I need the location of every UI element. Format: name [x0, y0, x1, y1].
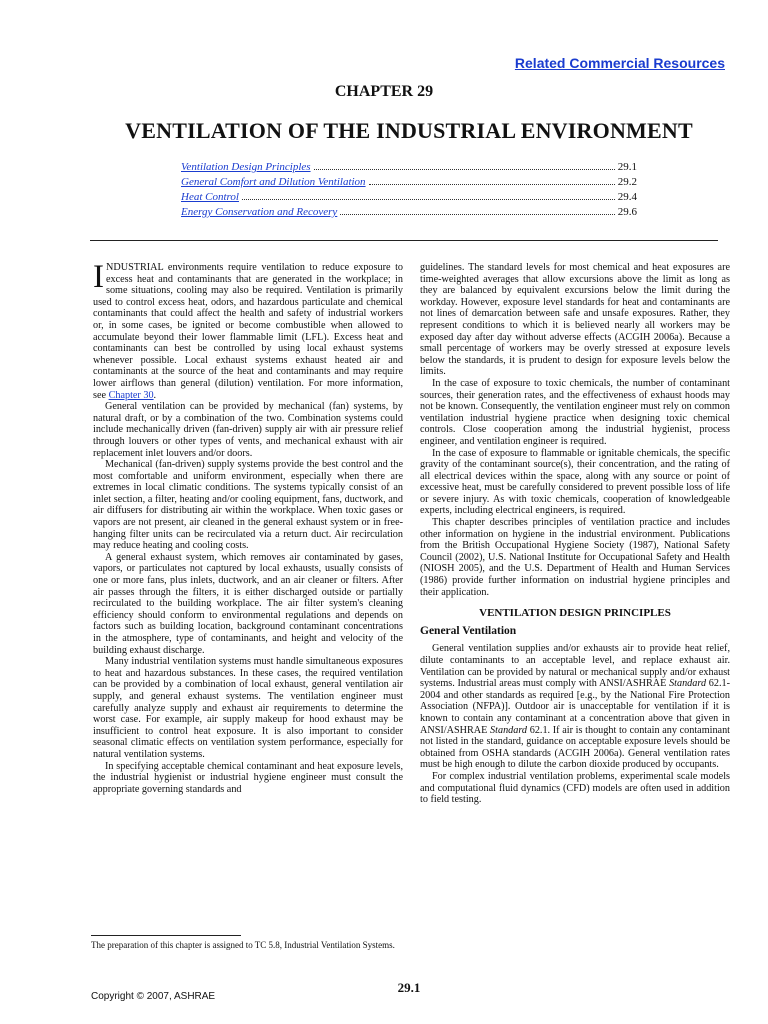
- toc-link-design-principles[interactable]: Ventilation Design Principles: [181, 161, 311, 173]
- toc-leader: [369, 184, 615, 185]
- copyright-notice: Copyright © 2007, ASHRAE: [91, 991, 216, 1002]
- toc-leader: [242, 199, 615, 200]
- paragraph-text: General ventilation supplies and/or exhausts air to provide heat relief, dilute contaminants to an acceptable level, and replace exhaust air. Ventilation can be provided by natural or mechanical supply and/or exhaust systems. Industrial areas must comply with ANSI/ASHRAE: [420, 643, 730, 690]
- paragraph-text: 62.1. If air is thought to contain any contaminant not listed in the standard, guidance on acceptable exposure levels should be obtained from OSHA standards (ACGIH 2006a). General ventilation rates must be high enough to dilute the carbon dioxide produced by occupants.: [420, 724, 730, 771]
- toc-entry: [181, 206, 637, 221]
- toc-entry: [181, 176, 637, 191]
- table-of-contents: [181, 161, 637, 221]
- section-heading: VENTILATION DESIGN PRINCIPLES: [479, 607, 671, 620]
- standard-word: Standard: [490, 724, 528, 736]
- paragraph: INDUSTRIAL environments require ventilation to reduce exposure to excess heat and contaminants that are generated in the workplace; in some situations, cooling may also be required. Ventilation is primarily used to control excess heat, odors, and hazardous particulate and chemical contaminants that could affect the health and safety of industrial workers or, in some cases, be ignited or become combustible when allowed to accumulate beyond their lower flammable limit (LFL). Excess heat and contaminants can best be controlled by using local exhaust systems whenever possible. Local exhaust systems exhaust heated air and contaminants at the source of the heat and contaminants and may require lower airflows than general (dilution) ventilation. For more information, see Chapter 30.: [93, 259, 403, 401]
- left-column: [93, 259, 403, 795]
- header-divider: [90, 240, 718, 241]
- paragraph: guidelines. The standard levels for most chemical and heat exposures are time-weighted averages that allow excursions above the limit as long as they are balanced by equivalent excursions below the limit during the workday. However, exposure level standards for heat and contaminants are not lines of demarcation between safe and unsafe exposures. Rather, they represent conditions to which it is believed nearly all workers may be exposed day after day without adverse effects (ACGIH 2006a). Because a small percentage of workers may be overly stressed at exposure levels below the standards, it is prudent to design for exposure levels below the limits.: [420, 262, 730, 378]
- paragraph: In the case of exposure to flammable or ignitable chemicals, the specific gravity of the contaminant source(s), their concentration, and the rating of all electrical devices within the space, along with any source or point of excessive heat, must be carefully considered to prevent possible loss of life or severe injury. As with toxic chemicals, cooperation of knowledgeable experts, including electrical engineers, is required.: [420, 447, 730, 517]
- right-column: [420, 262, 730, 806]
- paragraph: Many industrial ventilation systems must handle simultaneous exposures to heat and hazardous substances. In these cases, the required ventilation can be provided by a combination of local exhaust, general ventilation air supply, and general exhaust systems. The ventilation engineer must carefully analyze supply and exhaust air requirements to determine the worst case. For example, air supply makeup for hood exhaust may be insufficient to control heat exposure. It is also important to consider seasonal climatic effects on ventilation system performance, especially for natural ventilation systems.: [93, 656, 403, 760]
- paragraph: This chapter describes principles of ventilation practice and includes other information on hygiene in the industrial environment. Publications from the British Occupational Hygiene Society (1987), National Safety Council (2002), U.S. National Institute for Occupational Safety and Health (NIOSH 2005), and the U.S. Department of Health and Human Services (1986) provide further information on industrial hygiene principles and their application.: [420, 517, 730, 598]
- toc-link-comfort-dilution[interactable]: General Comfort and Dilution Ventilation: [181, 176, 366, 188]
- paragraph: A general exhaust system, which removes air contaminated by gases, vapors, or particulates not captured by local exhausts, usually consists of one or more fans, plus inlets, ductwork, and an air cleaner or filters. After air passes through the filters, it is either discharged outside or partially recirculated to the building workplace. The air filter system's cleaning efficiency should conform to environmental regulations and depends on factors such as building location, background contaminant concentrations in the atmosphere, type of contaminants, and height and velocity of the building exhaust discharge.: [93, 551, 403, 656]
- toc-page-number: 29.4: [617, 191, 637, 203]
- toc-link-heat-control[interactable]: Heat Control: [181, 191, 239, 203]
- toc-leader: [314, 169, 615, 170]
- chapter-30-link[interactable]: Chapter 30: [108, 389, 154, 401]
- toc-leader: [340, 214, 614, 215]
- related-commercial-resources-link[interactable]: Related Commercial Resources: [514, 55, 725, 71]
- drop-cap: I: [93, 259, 104, 295]
- footnote: The preparation of this chapter is assigned to TC 5.8, Industrial Ventilation Systems.: [91, 940, 395, 950]
- paragraph: Mechanical (fan-driven) supply systems provide the best control and the most comfortable and uniform environment, especially when there are extremes in local climatic conditions. The systems typically consist of an inlet section, a filter, heating and/or cooling equipment, fans, ductwork, and air diffusers for distributing air within the workplace. When toxic gases or vapors are not present, air cleaned in the general exhaust system or in free-hanging filter units can be recirculated via a return duct. Air recirculation may reduce heating and cooling costs.: [93, 459, 403, 552]
- toc-page-number: 29.6: [617, 206, 637, 218]
- paragraph: In the case of exposure to toxic chemicals, the number of contaminant sources, their generation rates, and the effectiveness of exhaust hoods may not be known. Consequently, the ventilation engineer must rely on common ventilation industrial hygiene practice when designing toxic chemical controls. Close cooperation among the industrial hygienist, process engineer, and ventilation engineer is required.: [420, 377, 730, 447]
- paragraph-text: NDUSTRIAL environments require ventilation to reduce exposure to excess heat and contaminants that are generated in the workplace; in some situations, cooling may also be required. Ventilation is primarily used to control excess heat, odors, and hazardous particulate and chemical contaminants that could affect the health and safety of industrial workers or, in some cases, be ignited or become combustible when allowed to accumulate beyond their lower flammable limit (LFL). Excess heat and contaminants can best be controlled by using local exhaust systems whenever possible. Local exhaust systems exhaust heated air and contaminants at the source of the heat and contaminants and may require lower airflows than general (dilution) ventilation. For more information, see: [93, 262, 403, 401]
- paragraph: General ventilation can be provided by mechanical (fan) systems, by natural draft, or by a combination of the two. Combination systems could include mechanically driven (fan-driven) supply air with air pressure relief through louvers or other types of vents, and mechanical exhaust with air replacement inlet louvers and/or doors.: [93, 401, 403, 459]
- subsection-heading: General Ventilation: [420, 624, 517, 637]
- toc-page-number: 29.2: [617, 176, 637, 188]
- toc-entry: [181, 191, 637, 206]
- standard-word: Standard: [669, 678, 707, 690]
- page-title: VENTILATION OF THE INDUSTRIAL ENVIRONMENT: [125, 118, 693, 143]
- paragraph: In specifying acceptable chemical contaminant and heat exposure levels, the industrial hygienist or industrial hygiene engineer must consult the appropriate governing standards and: [93, 760, 403, 795]
- toc-link-energy-conservation[interactable]: Energy Conservation and Recovery: [181, 206, 338, 218]
- paragraph: [420, 643, 730, 771]
- footnote-divider: [91, 935, 241, 936]
- paragraph: For complex industrial ventilation problems, experimental scale models and computational fluid dynamics (CFD) models are often used in addition to field testing.: [420, 770, 730, 806]
- toc-entry: [181, 161, 637, 176]
- chapter-label: CHAPTER 29: [334, 83, 434, 100]
- paragraph-text: 62.1-2004 and other standards as required [e.g., by the National Fire Protection Association (NFPA)]. Outdoor air is unacceptable for ventilation if it is known to contain any contaminant at a concentration above that given in ANSI/ASHRAE: [420, 678, 730, 736]
- toc-page-number: 29.1: [617, 161, 637, 173]
- page-number: 29.1: [397, 980, 421, 995]
